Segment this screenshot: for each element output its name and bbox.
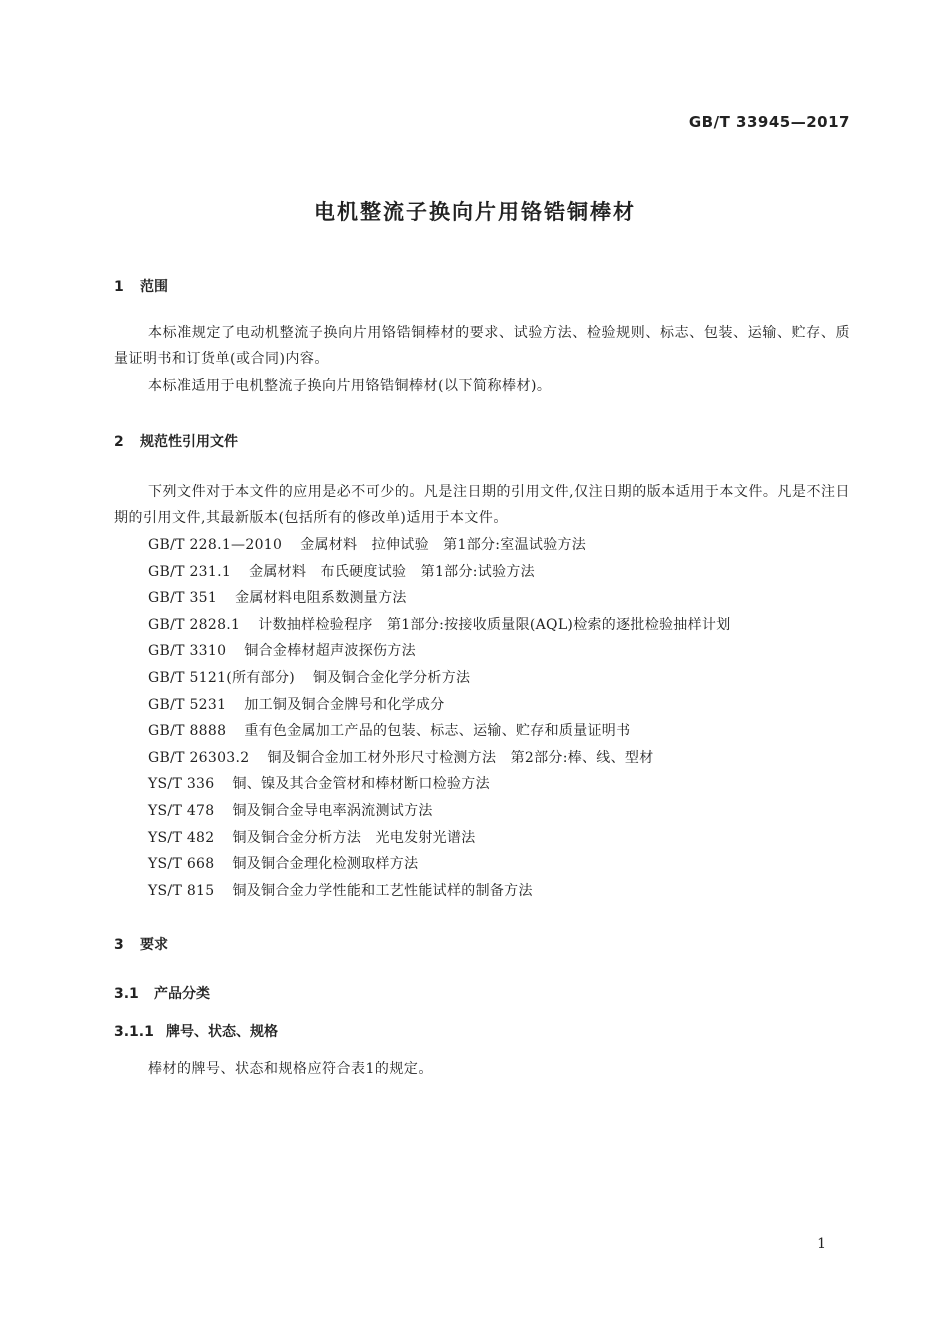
- reference-item: [148, 798, 731, 825]
- reference-code: YS/T 478: [148, 802, 215, 819]
- scope-paragraph-1: 本标准规定了电动机整流子换向片用铬锆铜棒材的要求、试验方法、检验规则、标志、包装、运输、贮存、质量证明书和订货单(或合同)内容。: [114, 325, 850, 367]
- reference-item: [148, 851, 731, 878]
- reference-title: 铜及铜合金理化检测取样方法: [232, 856, 419, 873]
- section-1-heading: [114, 276, 168, 296]
- reference-code: GB/T 26303.2: [148, 749, 250, 766]
- section-number: 3: [114, 937, 124, 953]
- reference-code: GB/T 8888: [148, 723, 227, 740]
- standard-code: GB/T 33945—2017: [688, 113, 850, 131]
- section-3-1-heading: [114, 983, 210, 1003]
- reference-item: [148, 665, 731, 692]
- reference-title: 铜合金棒材超声波探伤方法: [244, 643, 416, 660]
- scope-paragraph-2: 本标准适用于电机整流子换向片用铬锆铜棒材(以下简称棒材)。: [148, 378, 552, 394]
- reference-title: 铜及铜合金力学性能和工艺性能试样的制备方法: [232, 882, 533, 899]
- reference-title: 加工铜及铜合金牌号和化学成分: [244, 696, 445, 713]
- reference-code: GB/T 228.1—2010: [148, 537, 283, 553]
- section-title: 牌号、状态、规格: [166, 1024, 278, 1040]
- reference-code: GB/T 231.1: [148, 563, 232, 580]
- reference-code: YS/T 815: [148, 882, 215, 899]
- reference-title: 重有色金属加工产品的包装、标志、运输、贮存和质量证明书: [244, 723, 631, 740]
- reference-code: GB/T 351: [148, 590, 218, 607]
- reference-item: [148, 745, 731, 772]
- reference-item: [148, 771, 731, 798]
- section-number: 2: [114, 434, 124, 450]
- grades-paragraph: 棒材的牌号、状态和规格应符合表1的规定。: [148, 1061, 433, 1077]
- reference-item: [148, 559, 731, 586]
- reference-list: [148, 532, 731, 904]
- reference-title: 计数抽样检验程序 第1部分:按接收质量限(AQL)检索的逐批检验抽样计划: [258, 616, 731, 633]
- section-title: 范围: [140, 279, 168, 295]
- document-title: 电机整流子换向片用铬锆铜棒材: [314, 200, 636, 224]
- reference-item: [148, 718, 731, 745]
- reference-code: GB/T 3310: [148, 643, 227, 660]
- reference-title: 金属材料电阻系数测量方法: [235, 590, 407, 607]
- page-number: 1: [817, 1236, 826, 1252]
- references-intro: 下列文件对于本文件的应用是必不可少的。凡是注日期的引用文件,仅注日期的版本适用于本文件。凡是不注日期的引用文件,其最新版本(包括所有的修改单)适用于本文件。: [114, 484, 850, 526]
- reference-title: 铜及铜合金加工材外形尺寸检测方法 第2部分:棒、线、型材: [267, 749, 654, 766]
- reference-item: [148, 825, 731, 852]
- reference-title: 铜及铜合金化学分析方法: [313, 669, 471, 686]
- section-2-heading: [114, 431, 238, 451]
- reference-code: YS/T 668: [148, 856, 215, 873]
- reference-title: 铜及铜合金导电率涡流测试方法: [232, 802, 433, 819]
- reference-code: GB/T 5121(所有部分): [148, 669, 296, 686]
- reference-item: [148, 612, 731, 639]
- reference-title: 铜、镍及其合金管材和棒材断口检验方法: [232, 776, 490, 793]
- reference-title: 金属材料 布氏硬度试验 第1部分:试验方法: [249, 563, 535, 580]
- reference-item: [148, 878, 731, 905]
- section-title: 规范性引用文件: [140, 434, 238, 450]
- section-3-heading: [114, 934, 168, 954]
- reference-item: [148, 585, 731, 612]
- reference-code: GB/T 2828.1: [148, 616, 241, 633]
- reference-item: [148, 692, 731, 719]
- reference-code: GB/T 5231: [148, 696, 227, 713]
- reference-item: [148, 638, 731, 665]
- section-number: 3.1.1: [114, 1024, 154, 1040]
- reference-item: [148, 532, 731, 559]
- reference-code: YS/T 482: [148, 829, 215, 846]
- reference-code: YS/T 336: [148, 776, 215, 793]
- section-title: 产品分类: [154, 986, 210, 1002]
- section-number: 1: [114, 279, 124, 295]
- reference-title: 铜及铜合金分析方法 光电发射光谱法: [232, 829, 476, 846]
- section-3-1-1-heading: [114, 1021, 278, 1041]
- section-title: 要求: [140, 937, 168, 953]
- reference-title: 金属材料 拉伸试验 第1部分:室温试验方法: [300, 537, 587, 553]
- section-number: 3.1: [114, 986, 139, 1002]
